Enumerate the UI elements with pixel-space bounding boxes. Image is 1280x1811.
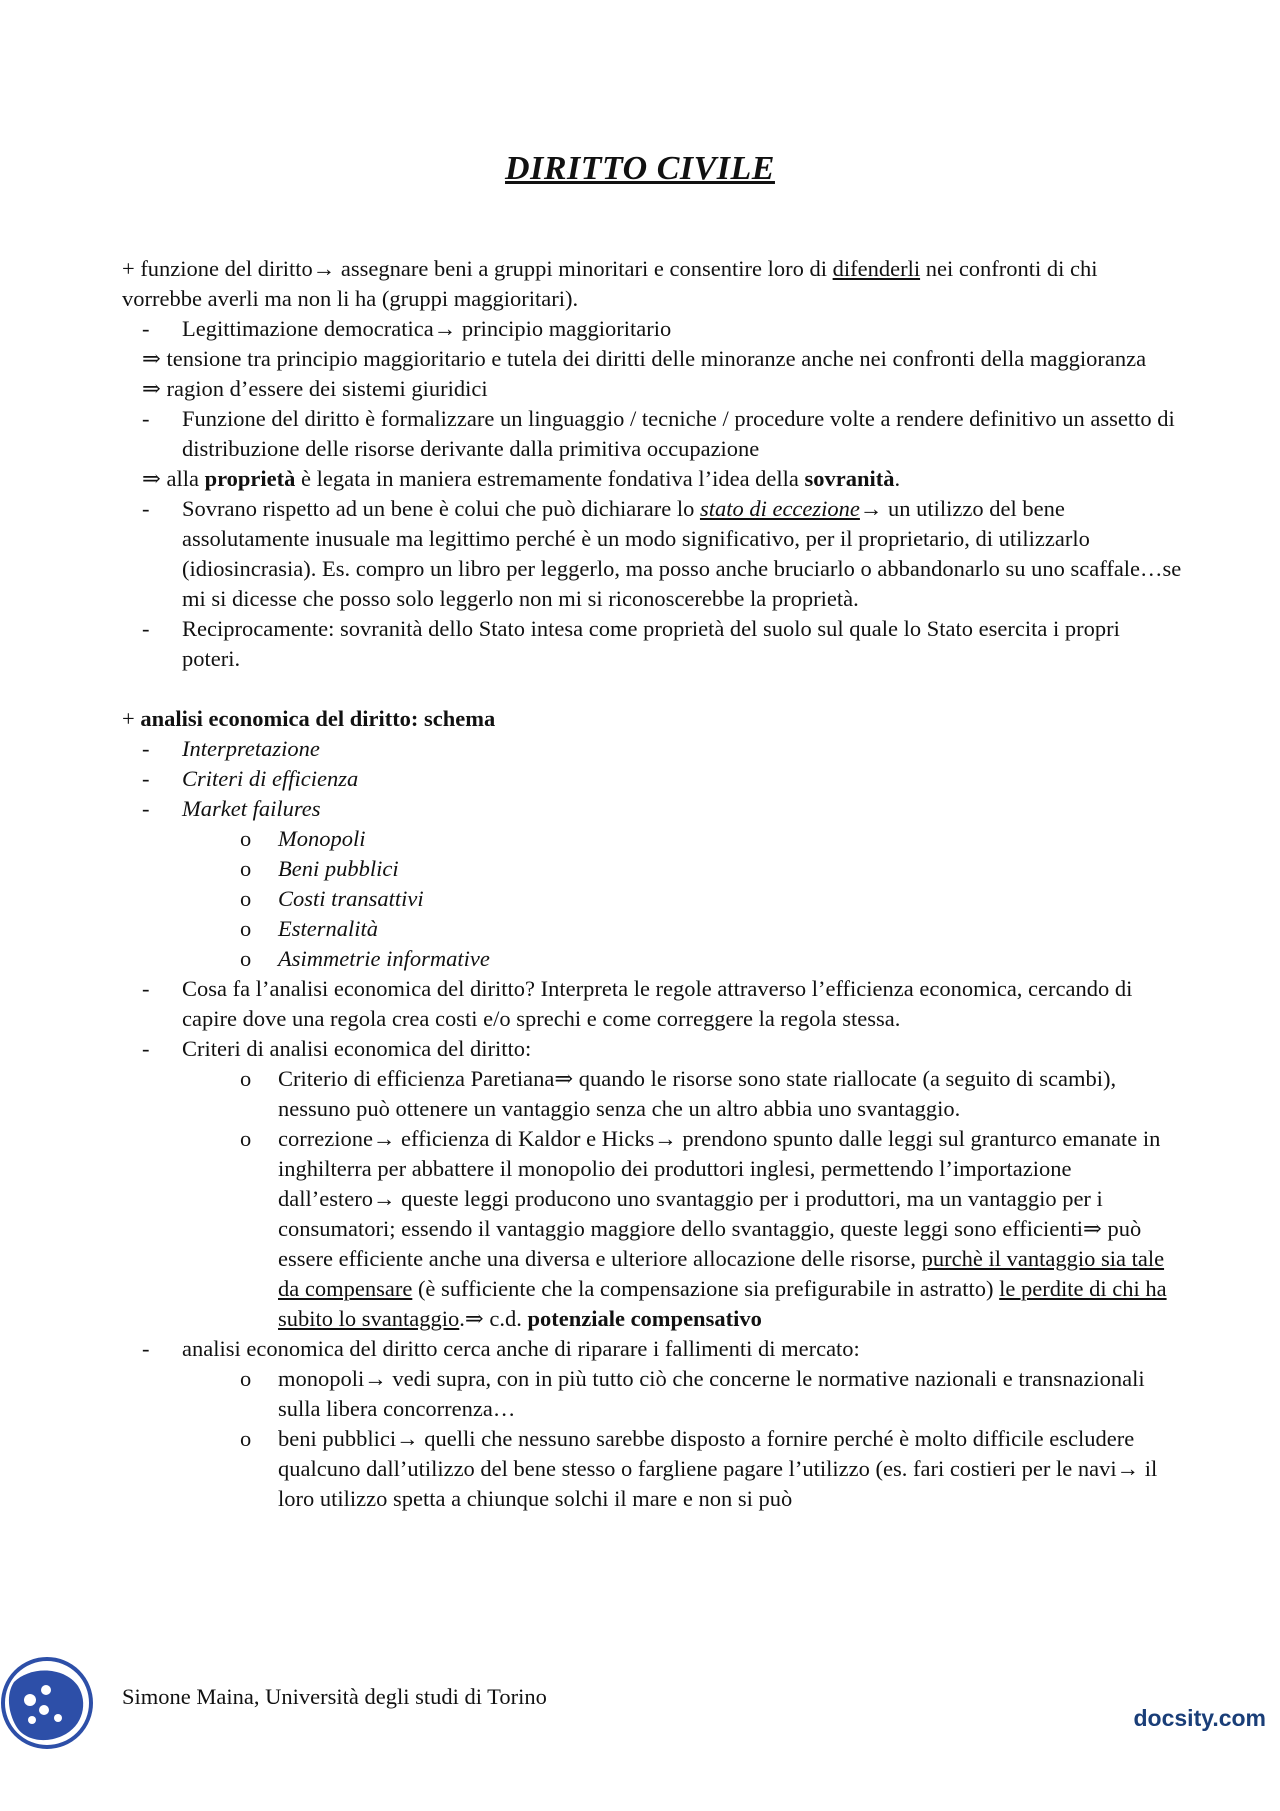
dash-bullet: - bbox=[142, 796, 150, 821]
text: è legata in maniera estremamente fondativa l’idea della bbox=[295, 466, 805, 491]
list-item bbox=[122, 764, 1182, 794]
list-item bbox=[122, 614, 1182, 674]
bold-text: potenziale compensativo bbox=[527, 1306, 762, 1331]
dash-bullet: - bbox=[142, 496, 150, 521]
text: Criteri di analisi economica del diritto: bbox=[182, 1036, 532, 1061]
text: Criterio di efficienza Paretiana⇒ quando le risorse sono state riallocate (a seguito di scambi), nessuno può ottenere un vantaggio senza che un altro abbia uno svantaggio. bbox=[278, 1066, 1117, 1121]
dash-bullet: - bbox=[142, 406, 150, 431]
text: Beni pubblici bbox=[278, 856, 399, 881]
text: Reciprocamente: sovranità dello Stato intesa come proprietà del suolo sul quale lo Stato esercita i propri poteri. bbox=[182, 616, 1120, 671]
dash-bullet: - bbox=[142, 736, 150, 761]
sub-list-item bbox=[122, 824, 1182, 854]
sub-list-item bbox=[122, 1424, 1182, 1514]
sub-list-item bbox=[122, 854, 1182, 884]
sub-list-item bbox=[122, 1364, 1182, 1424]
text: Market failures bbox=[182, 796, 321, 821]
dash-bullet: - bbox=[142, 766, 150, 791]
sub-list-item bbox=[122, 1064, 1182, 1124]
text: Monopoli bbox=[278, 826, 366, 851]
list-item bbox=[122, 1034, 1182, 1064]
text: + funzione del diritto→ assegnare beni a gruppi minoritari e consentire loro di bbox=[122, 256, 833, 281]
text: analisi economica del diritto cerca anche di riparare i fallimenti di mercato: bbox=[182, 1336, 860, 1361]
text: beni pubblici→ quelli che nessuno sarebbe disposto a fornire perché è molto difficile escludere qualcuno dall’utilizzo del bene stesso o fargliene pagare l’utilizzo (es. fari costieri per le navi→ il loro utilizzo spetta a chiunque solchi il mare e non si può bbox=[278, 1426, 1158, 1511]
circle-bullet: o bbox=[240, 886, 252, 911]
text: (è sufficiente che la compensazione sia prefigurabile in astratto) bbox=[412, 1276, 1000, 1301]
paragraph-funzione bbox=[122, 254, 1182, 314]
section-heading bbox=[122, 704, 1182, 734]
document-body bbox=[122, 254, 1182, 1514]
dash-bullet: - bbox=[142, 1336, 150, 1361]
text: correzione→ efficienza di Kaldor e Hicks→ prendono spunto dalle leggi sul granturco emanate in inghilterra per abbattere il monopolio dei produttori inglesi, permettendo l’importazione dall’estero→ queste leggi producono uno svantaggio per i produttori, ma un vantaggio per i consumatori; essendo il vantaggio maggiore dello svantaggio, queste leggi sono efficienti⇒ può essere efficiente anche una diversa e ulteriore allocazione delle risorse, bbox=[278, 1126, 1161, 1271]
bold-text: proprietà bbox=[204, 466, 296, 491]
circle-bullet: o bbox=[240, 1066, 252, 1091]
sub-list-item bbox=[122, 1124, 1182, 1334]
list-item bbox=[122, 494, 1182, 614]
dash-bullet: - bbox=[142, 616, 150, 641]
sub-list-item bbox=[122, 884, 1182, 914]
text: ⇒ alla bbox=[142, 466, 205, 491]
text: Esternalità bbox=[278, 916, 378, 941]
bold-text: analisi economica del diritto: schema bbox=[140, 706, 496, 731]
brand-link[interactable]: docsity.com bbox=[1133, 1705, 1266, 1731]
bold-text: sovranità bbox=[804, 466, 895, 491]
text: → un utilizzo del bene assolutamente inusuale ma legittimo perché è un modo significativo, per il proprietario, di utilizzarlo (idiosincrasia). Es. compro un libro per leggerlo, ma posso anche bruciarlo o abbandonarlo su uno scaffale…se mi si dicesse che posso solo leggerlo non mi si riconoscerebbe la proprietà. bbox=[182, 496, 1182, 611]
docsity-logo-icon[interactable] bbox=[0, 1656, 94, 1750]
text: . bbox=[894, 466, 901, 491]
circle-bullet: o bbox=[240, 946, 252, 971]
list-item bbox=[122, 734, 1182, 764]
list-item bbox=[122, 1334, 1182, 1364]
circle-bullet: o bbox=[240, 1426, 252, 1451]
text: Costi transattivi bbox=[278, 886, 424, 911]
implication-line: ⇒ ragion d’essere dei sistemi giuridici bbox=[142, 376, 488, 401]
implication-line bbox=[122, 464, 1182, 494]
list-item bbox=[122, 794, 1182, 824]
implication-line: ⇒ tensione tra principio maggioritario e tutela dei diritti delle minoranze anche nei confronti della maggioranza bbox=[142, 346, 1147, 371]
footer-author: Simone Maina, Università degli studi di Torino bbox=[122, 1684, 547, 1709]
text: Funzione del diritto è formalizzare un linguaggio / tecniche / procedure volte a rendere definitivo un assetto di distribuzione delle risorse derivante dalla primitiva occupazione bbox=[182, 406, 1175, 461]
circle-bullet: o bbox=[240, 916, 252, 941]
text: nei confronti di chi vorrebbe averli ma non li ha (gruppi maggioritari). bbox=[122, 256, 1098, 311]
circle-bullet: o bbox=[240, 856, 252, 881]
text: .⇒ c.d. bbox=[459, 1306, 528, 1331]
dash-bullet: - bbox=[142, 316, 150, 341]
text: Legittimazione democratica→ principio maggioritario bbox=[182, 316, 672, 341]
circle-bullet: o bbox=[240, 1366, 252, 1391]
list-item bbox=[122, 404, 1182, 464]
sub-list-item bbox=[122, 944, 1182, 974]
text: Criteri di efficienza bbox=[182, 766, 359, 791]
text: Sovrano rispetto ad un bene è colui che può dichiarare lo bbox=[182, 496, 700, 521]
list-item bbox=[122, 314, 1182, 344]
sub-list-item bbox=[122, 914, 1182, 944]
text: Cosa fa l’analisi economica del diritto? Interpreta le regole attraverso l’efficienza economica, cercando di capire dove una regola crea costi e/o sprechi e come correggere la regola stessa. bbox=[182, 976, 1133, 1031]
text: Asimmetrie informative bbox=[278, 946, 490, 971]
list-item bbox=[122, 974, 1182, 1034]
page-title: DIRITTO CIVILE bbox=[505, 150, 775, 187]
italic-underlined-text: stato di eccezione bbox=[699, 496, 860, 521]
dash-bullet: - bbox=[142, 976, 150, 1001]
underlined-text: le perdite di chi ha subito lo svantaggio bbox=[278, 1276, 1167, 1331]
circle-bullet: o bbox=[240, 1126, 252, 1151]
text: + bbox=[122, 706, 141, 731]
underlined-text: purchè il vantaggio sia tale da compensare bbox=[278, 1246, 1165, 1301]
spacer bbox=[122, 674, 1182, 704]
circle-bullet: o bbox=[240, 826, 252, 851]
underlined-text: difenderli bbox=[832, 256, 921, 281]
text: monopoli→ vedi supra, con in più tutto ciò che concerne le normative nazionali e transnazionali sulla libera concorrenza… bbox=[278, 1366, 1145, 1421]
text: Interpretazione bbox=[182, 736, 320, 761]
dash-bullet: - bbox=[142, 1036, 150, 1061]
